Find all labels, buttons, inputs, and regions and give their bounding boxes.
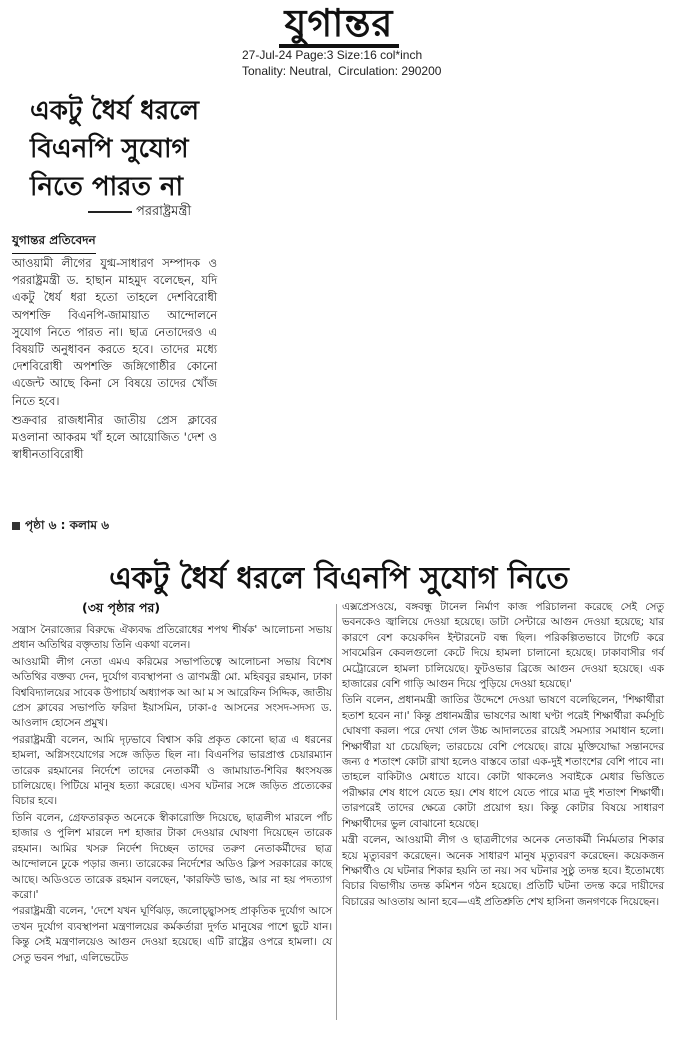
column-divider — [336, 604, 337, 1020]
page-jump — [12, 517, 109, 537]
reporter-credit: যুগান্তর প্রতিবেদন — [12, 232, 96, 254]
paragraph: তিনি বলেন, গ্রেফতারকৃত অনেকে স্বীকারোক্তি দিয়েছে, ছাত্রলীগ মারলে পাঁচ হাজার ও পুলিশ মারলে দশ হাজার টাকা দেওয়ার ঘোষণা দিয়েছেন তারেক রহমান। আমির খসরু নির্দেশ দিচ্ছেন তাদের তরুণ নেতাকর্মীদের ছাত্র আন্দোলনে ঢুকে পড়ার জন্য। তারেকের নির্দেশের অডিও ক্লিপ সরকারের কাছে আছে। অডিওতে তারেক রহমান বলছেন, 'কারফিউ ভাঙ, আর না হয় পদত্যাগ করো।' — [12, 811, 332, 901]
byline-dash — [88, 211, 132, 213]
top-byline — [88, 202, 191, 223]
paragraph: পররাষ্ট্রমন্ত্রী বলেন, আমি দৃঢ়ভাবে বিশ্বাস করি প্রকৃত কোনো ছাত্র এ ধরনের হামলা, অগ্নিসংযোগের সঙ্গে জড়িত ছিল না। বিএনপির ভারপ্রাপ্ত চেয়ারম্যান তারেক রহমানের নির্দেশে তাদের নেতাকর্মী ও জামায়াত-শিবির ধ্বংসযজ্ঞ চালিয়েছে। পিটিয়ে মানুষ হত্যা করেছে। এসব ঘটনার সঙ্গে জড়িত প্রত্যেকের বিচার হবে। — [12, 733, 332, 808]
meta-line-2: Tonality: Neutral, Circulation: 290200 — [242, 64, 442, 78]
clipping-meta — [242, 47, 441, 79]
meta-line-1: 27-Jul-24 Page:3 Size:16 col*inch — [242, 48, 423, 62]
byline-text: পররাষ্ট্রমন্ত্রী — [136, 204, 192, 219]
paragraph: মন্ত্রী বলেন, আওয়ামী লীগ ও ছাত্রলীগের অনেক নেতাকর্মী নির্মমতার শিকার হয়ে মৃত্যুবরণ করেছেন। অনেক সাধারণ মানুষ মৃত্যুবরণ করেছেন। কয়েকজন শিক্ষার্থীও যে ঘটনার শিকার হয়নি তা নয়। সব ঘটনার সুষ্ঠু তদন্ত হবে। ইতোমধ্যে বিচার বিভাগীয় তদন্ত কমিশন গঠন হয়েছে। প্রতিটি ঘটনা তদন্ত করে দায়ীদের বিচারের আওতায় আনা হবে—এই প্রতিশ্রুতি শেখ হাসিনা জনগণকে দিয়েছেন। — [342, 834, 664, 908]
paragraph: আওয়ামী লীগ নেতা এমএ করিমের সভাপতিত্বে আলোচনা সভায় বিশেষ অতিথির বক্তব্য দেন, দুর্যোগ ব্যবস্থাপনা ও ত্রাণমন্ত্রী মো. মহিববুর রহমান, ঢাকা বিশ্ববিদ্যালয়ের সাবেক উপাচার্য অধ্যাপক আ আ ম স আরেফিন সিদ্দিক, জাতীয় প্রেস ক্লাবের সভাপতি ফরিদা ইয়াসমিন, ঢাকা-৫ আসনের সংসদ-সদস্য ড. আওলাদ হোসেন প্রমুখ। — [12, 655, 332, 730]
top-article-body — [12, 255, 217, 465]
top-headline-line: বিএনপি সুযোগ — [30, 134, 189, 164]
square-bullet-icon — [12, 522, 20, 530]
newspaper-logo: যুগান্তর — [279, 2, 400, 48]
paragraph: এক্সপ্রেসওয়ে, বঙ্গবন্ধু টানেল নির্মাণ কাজ পরিচালনা করেছে সেই সেতু ভবনকেও জ্বালিয়ে দেওয়া হয়েছে। ডাটা সেন্টারে আগুন দেওয়া হয়েছে; যার কারণে বেশ কয়েকদিন ইন্টারনেট বন্ধ ছিল। পরিকল্পিতভাবে টার্গেট করে সাবমেরিন কেবলগুলো কেটে দিয়ে হামলা চালানো হয়েছে। ঢাকাবাসীর গর্ব মেট্রোরেলে হামলা চালিয়েছে। ফুটওভার ব্রিজে আগুন দেওয়া হয়েছে। এক হাজারের বেশি গাড়ি আগুন দিয়ে পুড়িয়ে দেওয়া হয়েছে।' — [342, 601, 664, 691]
paragraph: সন্ত্রাস নৈরাজ্যের বিরুদ্ধে ঐক্যবদ্ধ প্রতিরোধের শপথ শীর্ষক' আলোচনা সভায় প্রধান অতিথির বক্তৃতায় তিনি একথা বলেন। — [12, 624, 332, 652]
top-headline — [30, 92, 230, 206]
main-headline: একটু ধৈর্য ধরলে বিএনপি সুযোগ নিতে — [109, 561, 569, 596]
continued-label: (৩য় পৃষ্ঠার পর) — [82, 600, 161, 615]
paragraph: তিনি বলেন, প্রধানমন্ত্রী জাতির উদ্দেশে দেওয়া ভাষণে বলেছিলেন, 'শিক্ষার্থীরা হতাশ হবেন না।' কিন্তু প্রধানমন্ত্রীর ভাষণের আধা ঘণ্টা পরেই শিক্ষার্থীরা কর্মসূচি ঘোষণা করল। পরে দেখা গেল উচ্চ আদালতের রায়েই সমস্যার সমাধান হলো। শিক্ষার্থীরা যা চেয়েছিল; তারচেয়ে বেশি পেয়েছে। রায়ে মুক্তিযোদ্ধা সন্তানদের জন্য ৫ শতাংশ কোটা রাখা হলেও বাস্তবে তারা এক-দুই শতাংশের বেশি পাবে না। তাহলে বাকিটাও মেধাতে যাবে। কোটা থাকলেও সবাইকে মেধার ভিত্তিতে পরীক্ষার শেষ ধাপে যেতে হয়। শেষ ধাপে যেতে পারে মাত্র দুই শতাংশ শিক্ষার্থী। তারপরেই তাদের ক্ষেত্রে কোটা প্রয়োগ হয়। কিন্তু কোটার বিষয়ে সাধারণ শিক্ষার্থীদের ভুল বোঝানো হয়েছে। — [342, 694, 664, 830]
paragraph: পররাষ্ট্রমন্ত্রী বলেন, 'দেশে যখন ঘূর্ণিঝড়, জলোচ্ছ্বাসসহ প্রাকৃতিক দুর্যোগ আসে তখন দুর্যোগ ব্যবস্থাপনা মন্ত্রণালয়ের কর্মকর্তারা দুর্গত মানুষের পাশে ছুটে যান। কিন্তু সেই মন্ত্রণালয়েও আগুন দেওয়া হয়েছে। এটি রাষ্ট্রের ওপরে হামলা। যে সেতু ভবন পদ্মা, এলিভেটেড — [12, 905, 332, 964]
top-headline-line: একটু ধৈর্য ধরলে — [30, 96, 199, 126]
paragraph: আওয়ামী লীগের যুগ্ম-সাধারণ সম্পাদক ও পররাষ্ট্রমন্ত্রী ড. হাছান মাহমুদ বলেছেন, যদি একটু ধৈর্য ধরা হতো তাহলে দেশবিরোধী অপশক্তি বিএনপি-জামায়াত আন্দোলনে সুযোগ নিতে পারত না। ছাত্র নেতাদেরও এ বিষয়টি অনুধাবন করতে হবে। তাদের মধ্যে দেশবিরোধী অপশক্তি জঙ্গিগোষ্ঠীর কোনো এজেন্ট আছে কিনা সে বিষয়ে তাদের খোঁজ নিতে হবে। — [12, 257, 217, 408]
main-article-left-column — [12, 623, 332, 967]
main-article-right-column — [342, 600, 664, 911]
top-headline-line: নিতে পারত না — [30, 172, 184, 202]
paragraph: শুক্রবার রাজধানীর জাতীয় প্রেস ক্লাবের মওলানা আকরম খাঁ হলে আয়োজিত 'দেশ ও স্বাধীনতাবিরোধী — [12, 413, 217, 462]
masthead — [0, 2, 678, 48]
page-jump-text: পৃষ্ঠা ৬ : কলাম ৬ — [25, 518, 110, 532]
